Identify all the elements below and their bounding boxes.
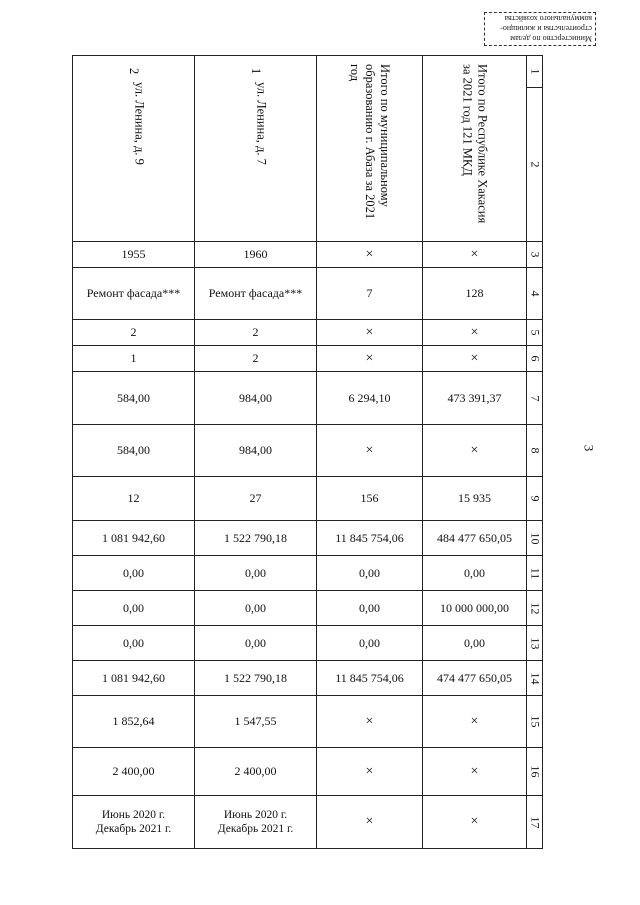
cell: 12	[73, 477, 195, 521]
table-row	[73, 477, 543, 521]
header-object-1	[195, 56, 317, 242]
table-row	[73, 372, 543, 425]
cell: ×	[423, 796, 527, 849]
table-row	[73, 320, 543, 346]
table-row	[73, 696, 543, 748]
cell: 1955	[73, 242, 195, 268]
cell	[195, 796, 317, 849]
cell: 1960	[195, 242, 317, 268]
cell: 0,00	[195, 591, 317, 626]
object-number: 1	[249, 68, 263, 75]
table-row	[73, 346, 543, 372]
data-table	[72, 55, 543, 849]
cell: 1 081 942,60	[73, 661, 195, 696]
header-republic-total	[423, 56, 527, 242]
cell: 0,00	[73, 591, 195, 626]
period-start: Июнь 2020 г.	[101, 809, 166, 821]
row-number: 11	[527, 556, 543, 591]
table-row	[73, 591, 543, 626]
row-number: 8	[527, 425, 543, 477]
cell: Ремонт фасада***	[195, 268, 317, 320]
cell: 0,00	[73, 626, 195, 661]
table-row	[73, 796, 543, 849]
registration-stamp	[484, 12, 596, 46]
column-number-2: 2	[527, 88, 543, 242]
cell: 0,00	[317, 626, 423, 661]
cell	[73, 796, 195, 849]
cell: 11 845 754,06	[317, 521, 423, 556]
cell: 156	[317, 477, 423, 521]
cell: 0,00	[423, 556, 527, 591]
cell: ×	[317, 320, 423, 346]
period-end: Декабрь 2021 г.	[217, 823, 294, 835]
row-number: 12	[527, 591, 543, 626]
cell: 984,00	[195, 372, 317, 425]
row-number: 13	[527, 626, 543, 661]
page-number: 3	[581, 444, 597, 452]
cell: Ремонт фасада***	[73, 268, 195, 320]
cell: 10 000 000,00	[423, 591, 527, 626]
cell: 2	[195, 320, 317, 346]
cell: 2	[195, 346, 317, 372]
cell: 0,00	[317, 591, 423, 626]
table-row	[73, 268, 543, 320]
cell: 0,00	[195, 556, 317, 591]
cell: 7	[317, 268, 423, 320]
cell: ×	[423, 425, 527, 477]
row-number: 4	[527, 268, 543, 320]
column-number-1: 1	[527, 56, 543, 88]
cell: ×	[317, 425, 423, 477]
row-number: 17	[527, 796, 543, 849]
cell: 1 522 790,18	[195, 521, 317, 556]
cell: 1 547,55	[195, 696, 317, 748]
row-number: 6	[527, 346, 543, 372]
period-start: Июнь 2020 г.	[223, 809, 288, 821]
row-number: 10	[527, 521, 543, 556]
table-row	[73, 748, 543, 796]
row-number: 7	[527, 372, 543, 425]
cell: 0,00	[195, 626, 317, 661]
cell: 1	[73, 346, 195, 372]
cell: 0,00	[73, 556, 195, 591]
table-row	[73, 556, 543, 591]
municipal-total-label: Итого по муниципальному образованию г. Абаза за 2021 год	[348, 63, 392, 219]
cell: 128	[423, 268, 527, 320]
cell: 1 081 942,60	[73, 521, 195, 556]
cell: ×	[317, 346, 423, 372]
republic-total-label: Итого по Республике Хакасия за 2021 год 121 МКД	[460, 63, 490, 223]
cell: 474 477 650,05	[423, 661, 527, 696]
row-number: 14	[527, 661, 543, 696]
cell: ×	[423, 346, 527, 372]
cell: 0,00	[423, 626, 527, 661]
cell: ×	[423, 320, 527, 346]
object-number: 2	[127, 68, 141, 75]
cell: 2	[73, 320, 195, 346]
row-number: 9	[527, 477, 543, 521]
cell: 584,00	[73, 372, 195, 425]
table-row	[73, 661, 543, 696]
row-number: 15	[527, 696, 543, 748]
cell: ×	[423, 242, 527, 268]
row-number: 16	[527, 748, 543, 796]
period-end: Декабрь 2021 г.	[95, 823, 172, 835]
cell: ×	[317, 796, 423, 849]
cell: 984,00	[195, 425, 317, 477]
cell: 27	[195, 477, 317, 521]
cell: 484 477 650,05	[423, 521, 527, 556]
cell: ×	[317, 696, 423, 748]
cell: ×	[317, 242, 423, 268]
cell: 1 522 790,18	[195, 661, 317, 696]
header-object-2	[73, 56, 195, 242]
object-address: ул. Ленина, д. 9	[132, 82, 147, 165]
stamp-line: коммунального хозяйства	[504, 14, 592, 23]
cell: 11 845 754,06	[317, 661, 423, 696]
cell: 6 294,10	[317, 372, 423, 425]
stamp-line: строительства и жилищно-	[500, 24, 592, 33]
cell: 0,00	[317, 556, 423, 591]
cell: 1 852,64	[73, 696, 195, 748]
table-row	[73, 521, 543, 556]
cell: 2 400,00	[73, 748, 195, 796]
cell: 15 935	[423, 477, 527, 521]
cell: 473 391,37	[423, 372, 527, 425]
cell: ×	[423, 748, 527, 796]
header-municipal-total	[317, 56, 423, 242]
row-number: 3	[527, 242, 543, 268]
table-row	[73, 626, 543, 661]
cell: ×	[317, 748, 423, 796]
stamp-line: Министерство по делам	[510, 34, 592, 43]
cell: ×	[423, 696, 527, 748]
row-number: 5	[527, 320, 543, 346]
table-row	[73, 425, 543, 477]
object-address: ул. Ленина, д. 7	[254, 82, 269, 165]
cell: 584,00	[73, 425, 195, 477]
cell: 2 400,00	[195, 748, 317, 796]
table-row	[73, 242, 543, 268]
